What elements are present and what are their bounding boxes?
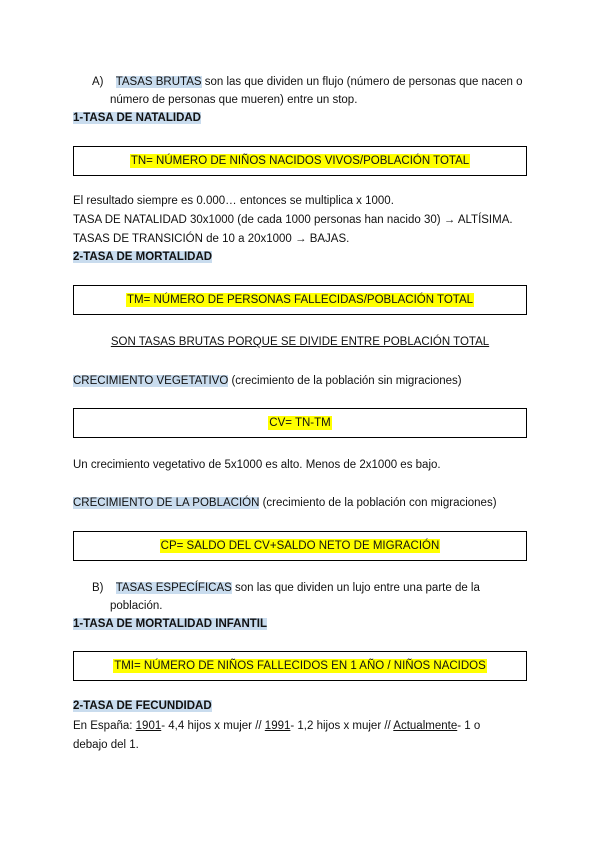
section-a-marker: A) (92, 76, 104, 88)
tasas-especificas-term: TASAS ESPECÍFICAS (115, 582, 232, 594)
vegetativo-desc: (crecimiento de la población sin migraciones) (228, 375, 462, 387)
actualmente-label: Actualmente (393, 720, 458, 732)
vegetativo-term: CRECIMIENTO VEGETATIVO (73, 375, 229, 387)
mortalidad-formula-box (73, 285, 527, 315)
vegetativo-formula-box (73, 408, 527, 438)
section-a-line1 (92, 74, 523, 90)
natalidad-line2: TASA DE NATALIDAD 30x1000 (de cada 1000 personas han nacido 30) → ALTÍSIMA. (73, 214, 513, 226)
section-b-text2: población. (110, 600, 163, 612)
tasas-brutas-note: SON TASAS BRUTAS PORQUE SE DIVIDE ENTRE POBLACIÓN TOTAL (110, 336, 490, 348)
section-b-line1 (92, 580, 480, 596)
year-1901: 1901 (135, 720, 162, 732)
vegetativo-formula: CV= TN-TM (269, 417, 331, 429)
natalidad-formula: TN= NÚMERO DE NIÑOS NACIDOS VIVOS/POBLACIÓN TOTAL (130, 155, 470, 167)
section-a-text1: son las que dividen un flujo (número de personas que nacen o (201, 76, 523, 88)
section-b-text1: son las que dividen un lujo entre una parte de la (231, 582, 480, 594)
year-1991: 1991 (264, 720, 291, 732)
infantil-formula-box (73, 651, 527, 681)
natalidad-formula-box (73, 146, 527, 176)
vegetativo-note: Un crecimiento vegetativo de 5x1000 es alto. Menos de 2x1000 es bajo. (73, 459, 441, 471)
tasas-brutas-term: TASAS BRUTAS (115, 76, 202, 88)
section-a-text2: número de personas que mueren) entre un stop. (110, 94, 358, 106)
infantil-heading: 1-TASA DE MORTALIDAD INFANTIL (73, 618, 267, 630)
natalidad-line3: TASAS DE TRANSICIÓN de 10 a 20x1000 → BAJAS. (73, 233, 350, 245)
vegetativo-line (73, 373, 462, 389)
mortalidad-heading: 2-TASA DE MORTALIDAD (73, 251, 213, 263)
poblacion-line (73, 495, 497, 511)
fecundidad-line2: debajo del 1. (73, 739, 139, 751)
poblacion-desc: (crecimiento de la población con migraciones) (259, 497, 497, 509)
natalidad-heading: 1-TASA DE NATALIDAD (73, 112, 201, 124)
fecundidad-heading: 2-TASA DE FECUNDIDAD (73, 700, 212, 712)
poblacion-formula-box (73, 531, 527, 561)
poblacion-formula: CP= SALDO DEL CV+SALDO NETO DE MIGRACIÓN (160, 540, 440, 552)
natalidad-line1: El resultado siempre es 0.000… entonces se multiplica x 1000. (73, 195, 394, 207)
section-b-marker: B) (92, 582, 104, 594)
mortalidad-formula: TM= NÚMERO DE PERSONAS FALLECIDAS/POBLACIÓN TOTAL (126, 294, 474, 306)
poblacion-term: CRECIMIENTO DE LA POBLACIÓN (73, 497, 260, 509)
infantil-formula: TMI= NÚMERO DE NIÑOS FALLECIDOS EN 1 AÑO / NIÑOS NACIDOS (114, 660, 486, 672)
fecundidad-line1: En España: 1901- 4,4 hijos x mujer // 1991- 1,2 hijos x mujer // Actualmente- 1 o (73, 720, 481, 732)
